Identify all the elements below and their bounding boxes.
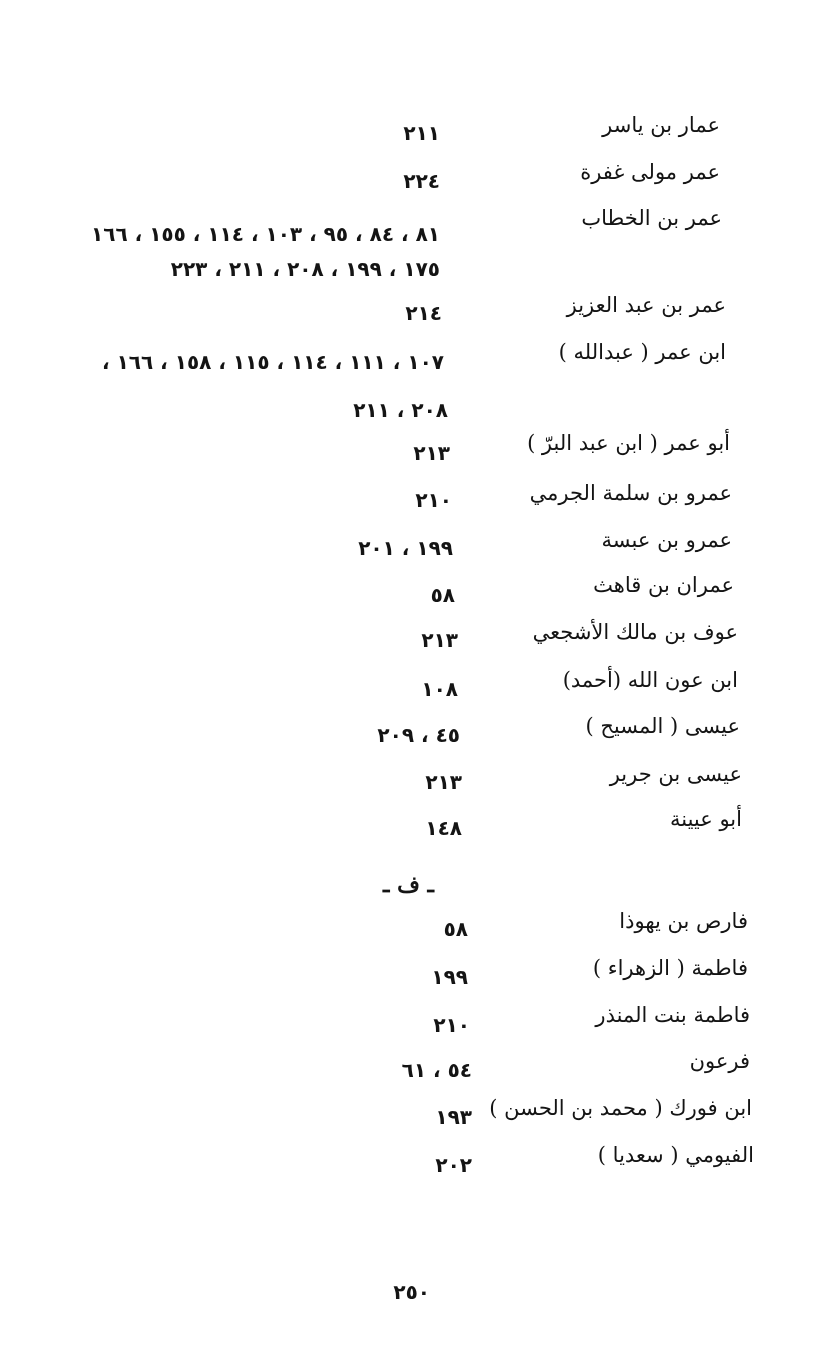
index-entry-name: ابن عمر ( عبدالله ) — [558, 340, 726, 364]
index-entry-name: عيسى بن جرير — [609, 762, 742, 786]
index-entry-name: عمر بن الخطاب — [581, 206, 722, 230]
index-entry-pages: ٥٤ ، ٦١ — [401, 1058, 472, 1082]
index-entry-pages: ٢٠٢ — [435, 1153, 472, 1177]
index-entry-name: عمار بن ياسر — [602, 113, 720, 137]
index-entry-name: عمر بن عبد العزيز — [566, 293, 726, 317]
section-letter-heading: ـ ف ـ — [382, 872, 434, 898]
index-entry-pages: ٥٨ — [443, 917, 468, 941]
index-entry-pages: ٢١١ — [403, 121, 440, 145]
index-entry-name: عوف بن مالك الأشجعي — [532, 620, 738, 644]
index-entry-name: عيسى ( المسيح ) — [585, 714, 740, 738]
index-entry-pages: ٢١٠ — [433, 1013, 470, 1037]
index-entry-name: عمران بن قاهث — [593, 573, 734, 597]
index-entry-pages: ٢١٤ — [405, 301, 442, 325]
index-entry-pages: ١٩٩ ، ٢٠١ — [358, 536, 453, 560]
index-entry-pages: ١٤٨ — [425, 816, 462, 840]
index-entry-name: ابن عون الله (أحمد) — [562, 668, 738, 692]
index-entry-name: أبو عمر ( ابن عبد البرّ ) — [527, 431, 730, 455]
index-entry-pages-continued: ٢٠٨ ، ٢١١ — [353, 398, 448, 422]
index-entry-name: الفيومي ( سعديا ) — [597, 1143, 754, 1167]
index-entry-pages: ٥٨ — [430, 583, 455, 607]
index-entry-pages: ١٩٩ — [431, 965, 468, 989]
index-entry-pages: ٢١٣ — [421, 628, 458, 652]
index-entry-pages: ٢١٠ — [415, 488, 452, 512]
page-number: ٢٥٠ — [393, 1280, 430, 1304]
index-entry-pages: ٢١٣ — [413, 441, 450, 465]
index-entry-pages-continued: ١٧٥ ، ١٩٩ ، ٢٠٨ ، ٢١١ ، ٢٢٣ — [170, 257, 440, 281]
index-entry-pages: ١٠٨ — [421, 677, 458, 701]
index-entry-pages: ٤٥ ، ٢٠٩ — [377, 723, 460, 747]
index-entry-name: فارص بن يهوذا — [619, 909, 748, 933]
index-entry-name: عمرو بن سلمة الجرمي — [529, 481, 732, 505]
index-entry-name: فاطمة ( الزهراء ) — [592, 956, 748, 980]
index-entry-pages: ٢١٣ — [425, 770, 462, 794]
index-entry-name: عمرو بن عبسة — [601, 528, 732, 552]
index-entry-name: أبو عيينة — [669, 807, 742, 831]
index-entry-pages: ١٩٣ — [435, 1105, 472, 1129]
index-entry-pages: ١٠٧ ، ١١١ ، ١١٤ ، ١١٥ ، ١٥٨ ، ١٦٦ ، — [102, 350, 444, 374]
index-entry-pages: ٢٢٤ — [403, 169, 440, 193]
index-entry-pages: ٨١ ، ٨٤ ، ٩٥ ، ١٠٣ ، ١١٤ ، ١٥٥ ، ١٦٦ — [91, 222, 440, 246]
index-entry-name: فرعون — [689, 1049, 750, 1073]
index-entry-name: ابن فورك ( محمد بن الحسن ) — [489, 1096, 752, 1120]
index-entry-name: فاطمة بنت المنذر — [595, 1003, 750, 1027]
index-entry-name: عمر مولى غفرة — [580, 160, 720, 184]
